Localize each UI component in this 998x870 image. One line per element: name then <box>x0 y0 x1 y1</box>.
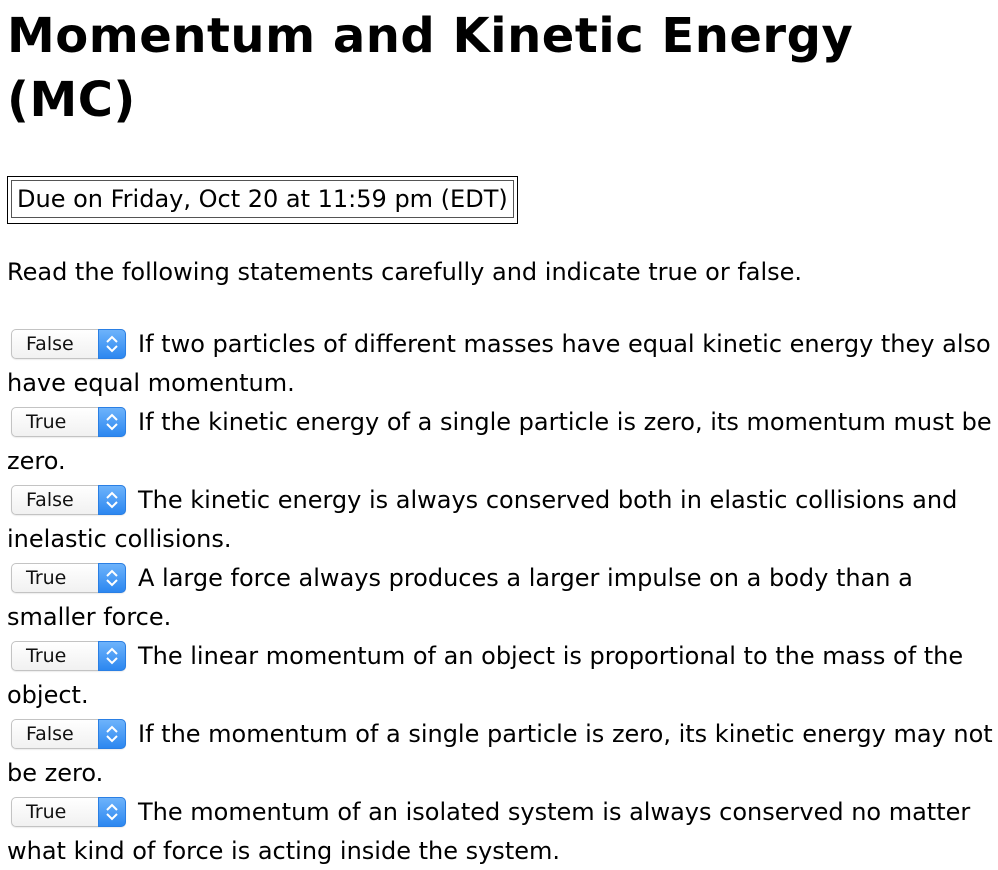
answer-select-value: True <box>26 801 67 823</box>
question-item <box>7 559 995 637</box>
answer-select[interactable] <box>11 797 126 827</box>
question-text: If the momentum of a single particle is zero, its kinetic energy may not be zero. <box>7 720 993 787</box>
answer-select-value: True <box>26 567 67 589</box>
question-text: A large force always produces a larger impulse on a body than a smaller force. <box>7 564 913 631</box>
question-item <box>7 403 995 481</box>
question-item <box>7 793 995 870</box>
answer-select[interactable] <box>11 719 126 749</box>
question-text: The momentum of an isolated system is always conserved no matter what kind of force is acting inside the system. <box>7 798 971 865</box>
page-title: Momentum and Kinetic Energy (MC) <box>7 8 854 128</box>
up-down-chevron-icon[interactable] <box>98 407 126 437</box>
up-down-chevron-icon[interactable] <box>98 797 126 827</box>
due-date-text: Due on Friday, Oct 20 at 11:59 pm (EDT) <box>11 180 514 218</box>
answer-select-value: False <box>26 333 74 355</box>
answer-select[interactable] <box>11 485 126 515</box>
answer-select[interactable] <box>11 641 126 671</box>
up-down-chevron-icon[interactable] <box>98 329 126 359</box>
question-item <box>7 481 995 559</box>
answer-select-value: False <box>26 489 74 511</box>
due-date-box <box>7 176 518 224</box>
up-down-chevron-icon[interactable] <box>98 485 126 515</box>
answer-select-value: False <box>26 723 74 745</box>
up-down-chevron-icon[interactable] <box>98 563 126 593</box>
answer-select-value: True <box>26 645 67 667</box>
question-item <box>7 715 995 793</box>
instructions: Read the following statements carefully and indicate true or false. <box>7 258 803 286</box>
question-item <box>7 637 995 715</box>
answer-select-value: True <box>26 411 67 433</box>
answer-select[interactable] <box>11 407 126 437</box>
answer-select[interactable] <box>11 563 126 593</box>
question-text: The kinetic energy is always conserved both in elastic collisions and inelastic collisions. <box>7 486 958 553</box>
question-text: If the kinetic energy of a single particle is zero, its momentum must be zero. <box>7 408 992 475</box>
question-item <box>7 325 995 403</box>
question-list <box>7 325 995 870</box>
question-text: The linear momentum of an object is proportional to the mass of the object. <box>7 642 964 709</box>
answer-select[interactable] <box>11 329 126 359</box>
question-text: If two particles of different masses have equal kinetic energy they also have equal momentum. <box>7 330 991 397</box>
up-down-chevron-icon[interactable] <box>98 719 126 749</box>
up-down-chevron-icon[interactable] <box>98 641 126 671</box>
